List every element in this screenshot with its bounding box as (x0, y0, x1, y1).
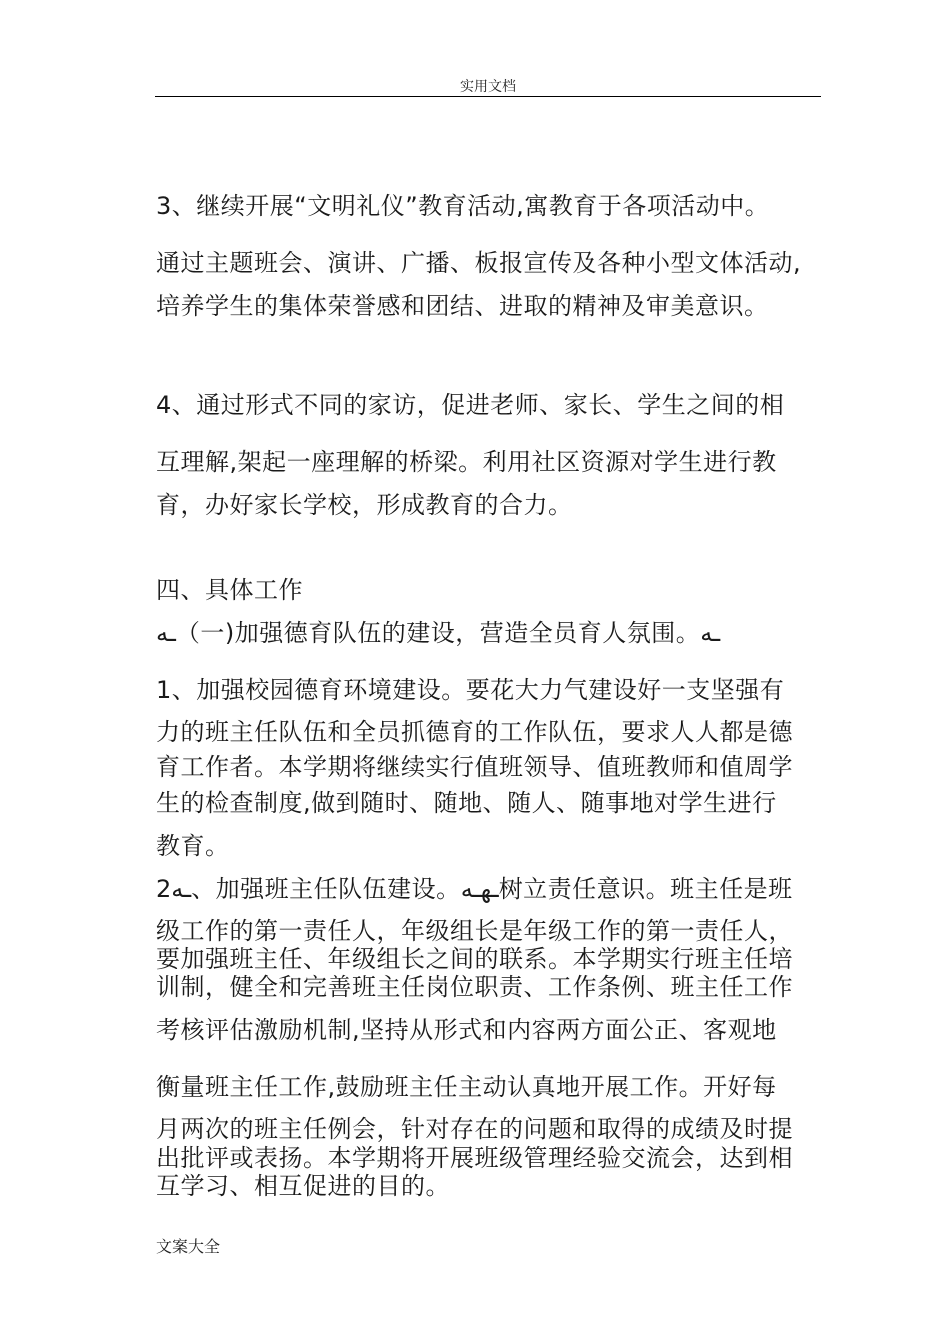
body-line: 教育。 (156, 832, 230, 860)
page-footer: 文案大全 (156, 1237, 221, 1256)
body-line: 互理解,架起一座理解的桥梁。利用社区资源对学生进行教 (156, 448, 777, 476)
body-line: 训制，健全和完善班主任岗位职责、工作条例、班主任工作 (156, 973, 793, 1001)
body-line: 1、加强校园德育环境建设。要花大力气建设好一支坚强有 (156, 676, 785, 704)
body-line: 生的检查制度,做到随时、随地、随人、随事地对学生进行 (156, 789, 777, 817)
page-header: 实用文档 (460, 79, 516, 95)
body-line: 级工作的第一责任人，年级组长是年级工作的第一责任人， (156, 917, 793, 945)
section-heading: 四、具体工作 (156, 576, 303, 604)
body-line: 力的班主任队伍和全员抓德育的工作队伍，要求人人都是德 (156, 718, 793, 746)
body-line: 互学习、相互促进的目的。 (156, 1172, 450, 1200)
body-line: 育，办好家长学校，形成教育的合力。 (156, 491, 573, 519)
body-line: 3、继续开展“文明礼仪”教育活动,寓教育于各项活动中。 (156, 192, 770, 220)
body-line: 月两次的班主任例会，针对存在的问题和取得的成绩及时提 (156, 1115, 793, 1143)
subsection-heading: ـه（一)加强德育队伍的建设，营造全员育人氛围。ـه (156, 619, 721, 647)
body-line: 通过主题班会、演讲、广播、板报宣传及各种小型文体活动, (156, 249, 802, 277)
header-divider (155, 96, 821, 97)
body-line: 育工作者。本学期将继续实行值班领导、值班教师和值周学 (156, 753, 793, 781)
body-line: 要加强班主任、年级组长之间的联系。本学期实行班主任培 (156, 945, 793, 973)
body-line: 考核评估激励机制,坚持从形式和内容两方面公正、客观地 (156, 1016, 777, 1044)
body-line: 衡量班主任工作,鼓励班主任主动认真地开展工作。开好每 (156, 1073, 777, 1101)
body-line: 4、通过形式不同的家访，促进老师、家长、学生之间的相 (156, 391, 785, 419)
body-line: 培养学生的集体荣誉感和团结、进取的精神及审美意识。 (156, 292, 769, 320)
body-line: 2ـه、加强班主任队伍建设。ـهـه树立责任意识。班主任是班 (156, 875, 793, 903)
body-line: 出批评或表扬。本学期将开展班级管理经验交流会，达到相 (156, 1144, 793, 1172)
